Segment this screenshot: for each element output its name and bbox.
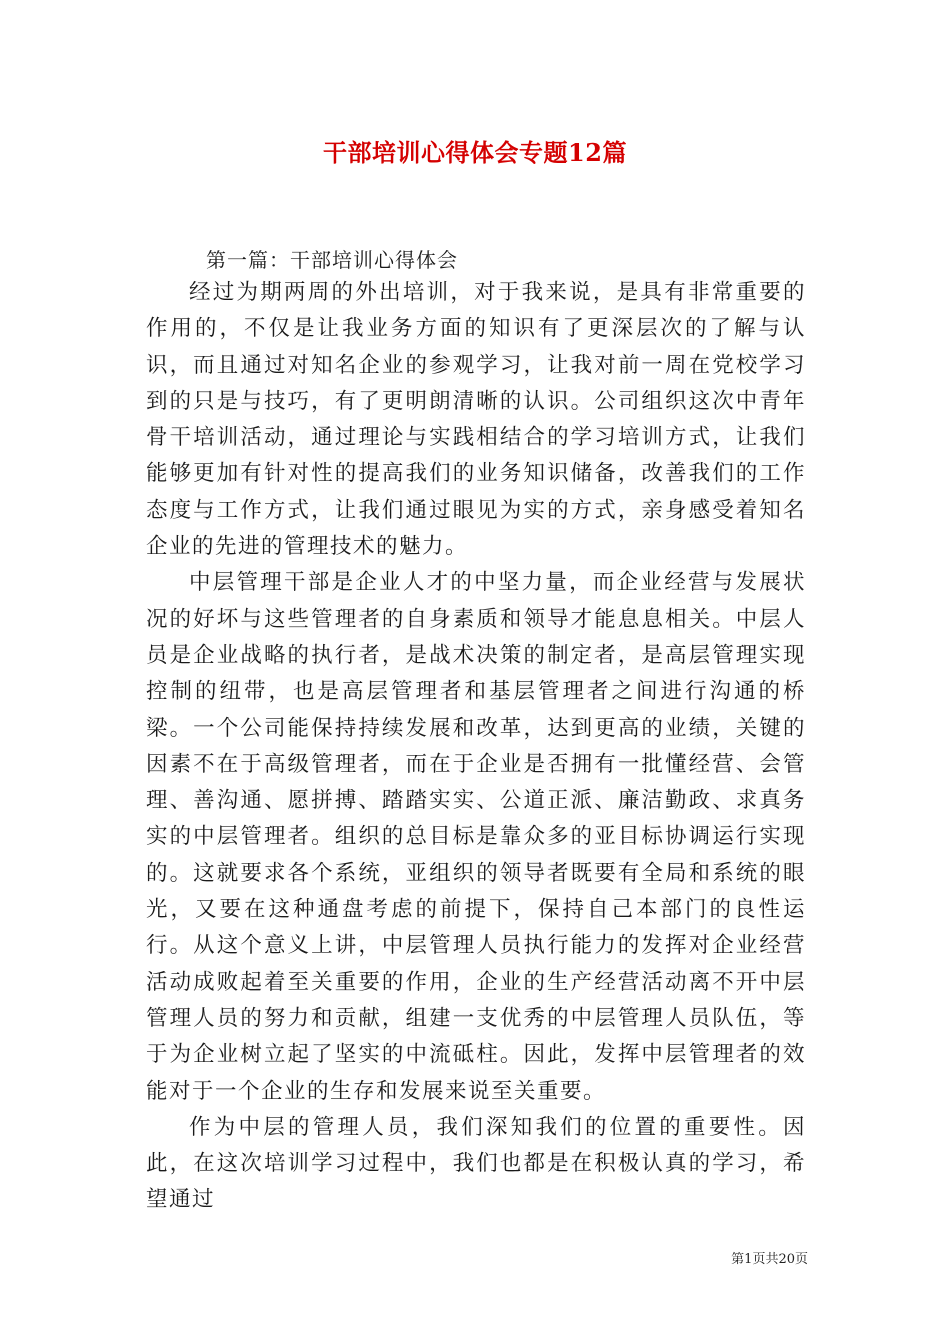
section-heading: 第一篇：干部培训心得体会 — [206, 248, 458, 272]
paragraph: 经过为期两周的外出培训，对于我来说，是具有非常重要的作用的，不仅是让我业务方面的知识有了更深层次的了解与认识，而且通过对知名企业的参观学习，让我对前一周在党校学习到的只是与技巧，有了更明朗清晰的认识。公司组织这次中青年骨干培训活动，通过理论与实践相结合的学习培训方式，让我们能够更加有针对性的提高我们的业务知识储备，改善我们的工作态度与工作方式，让我们通过眼见为实的方式，亲身感受着知名企业的先进的管理技术的魅力。 — [146, 280, 806, 560]
document-body — [146, 275, 806, 1219]
document-title: 干部培训心得体会专题12篇 — [323, 138, 627, 167]
page-number-footer: 第1页共20页 — [731, 1252, 808, 1267]
paragraph: 作为中层的管理人员，我们深知我们的位置的重要性。因此，在这次培训学习过程中，我们也都是在积极认真的学习，希望通过 — [146, 1114, 806, 1213]
paragraph: 中层管理干部是企业人才的中坚力量，而企业经营与发展状况的好坏与这些管理者的自身素质和领导才能息息相关。中层人员是企业战略的执行者，是战术决策的制定者，是高层管理实现控制的纽带，也是高层管理者和基层管理者之间进行沟通的桥梁。一个公司能保持持续发展和改革，达到更高的业绩，关键的因素不在于高级管理者，而在于企业是否拥有一批懂经营、会管理、善沟通、愿拼搏、踏踏实实、公道正派、廉洁勤政、求真务实的中层管理者。组织的总目标是靠众多的亚目标协调运行实现的。这就要求各个系统，亚组织的领导者既要有全局和系统的眼光，又要在这种通盘考虑的前提下，保持自己本部门的良性运行。从这个意义上讲，中层管理人员执行能力的发挥对企业经营活动成败起着至关重要的作用，企业的生产经营活动离不开中层管理人员的努力和贡献，组建一支优秀的中层管理人员队伍，等于为企业树立起了坚实的中流砥柱。因此，发挥中层管理者的效能对于一个企业的生存和发展来说至关重要。 — [146, 570, 806, 1104]
